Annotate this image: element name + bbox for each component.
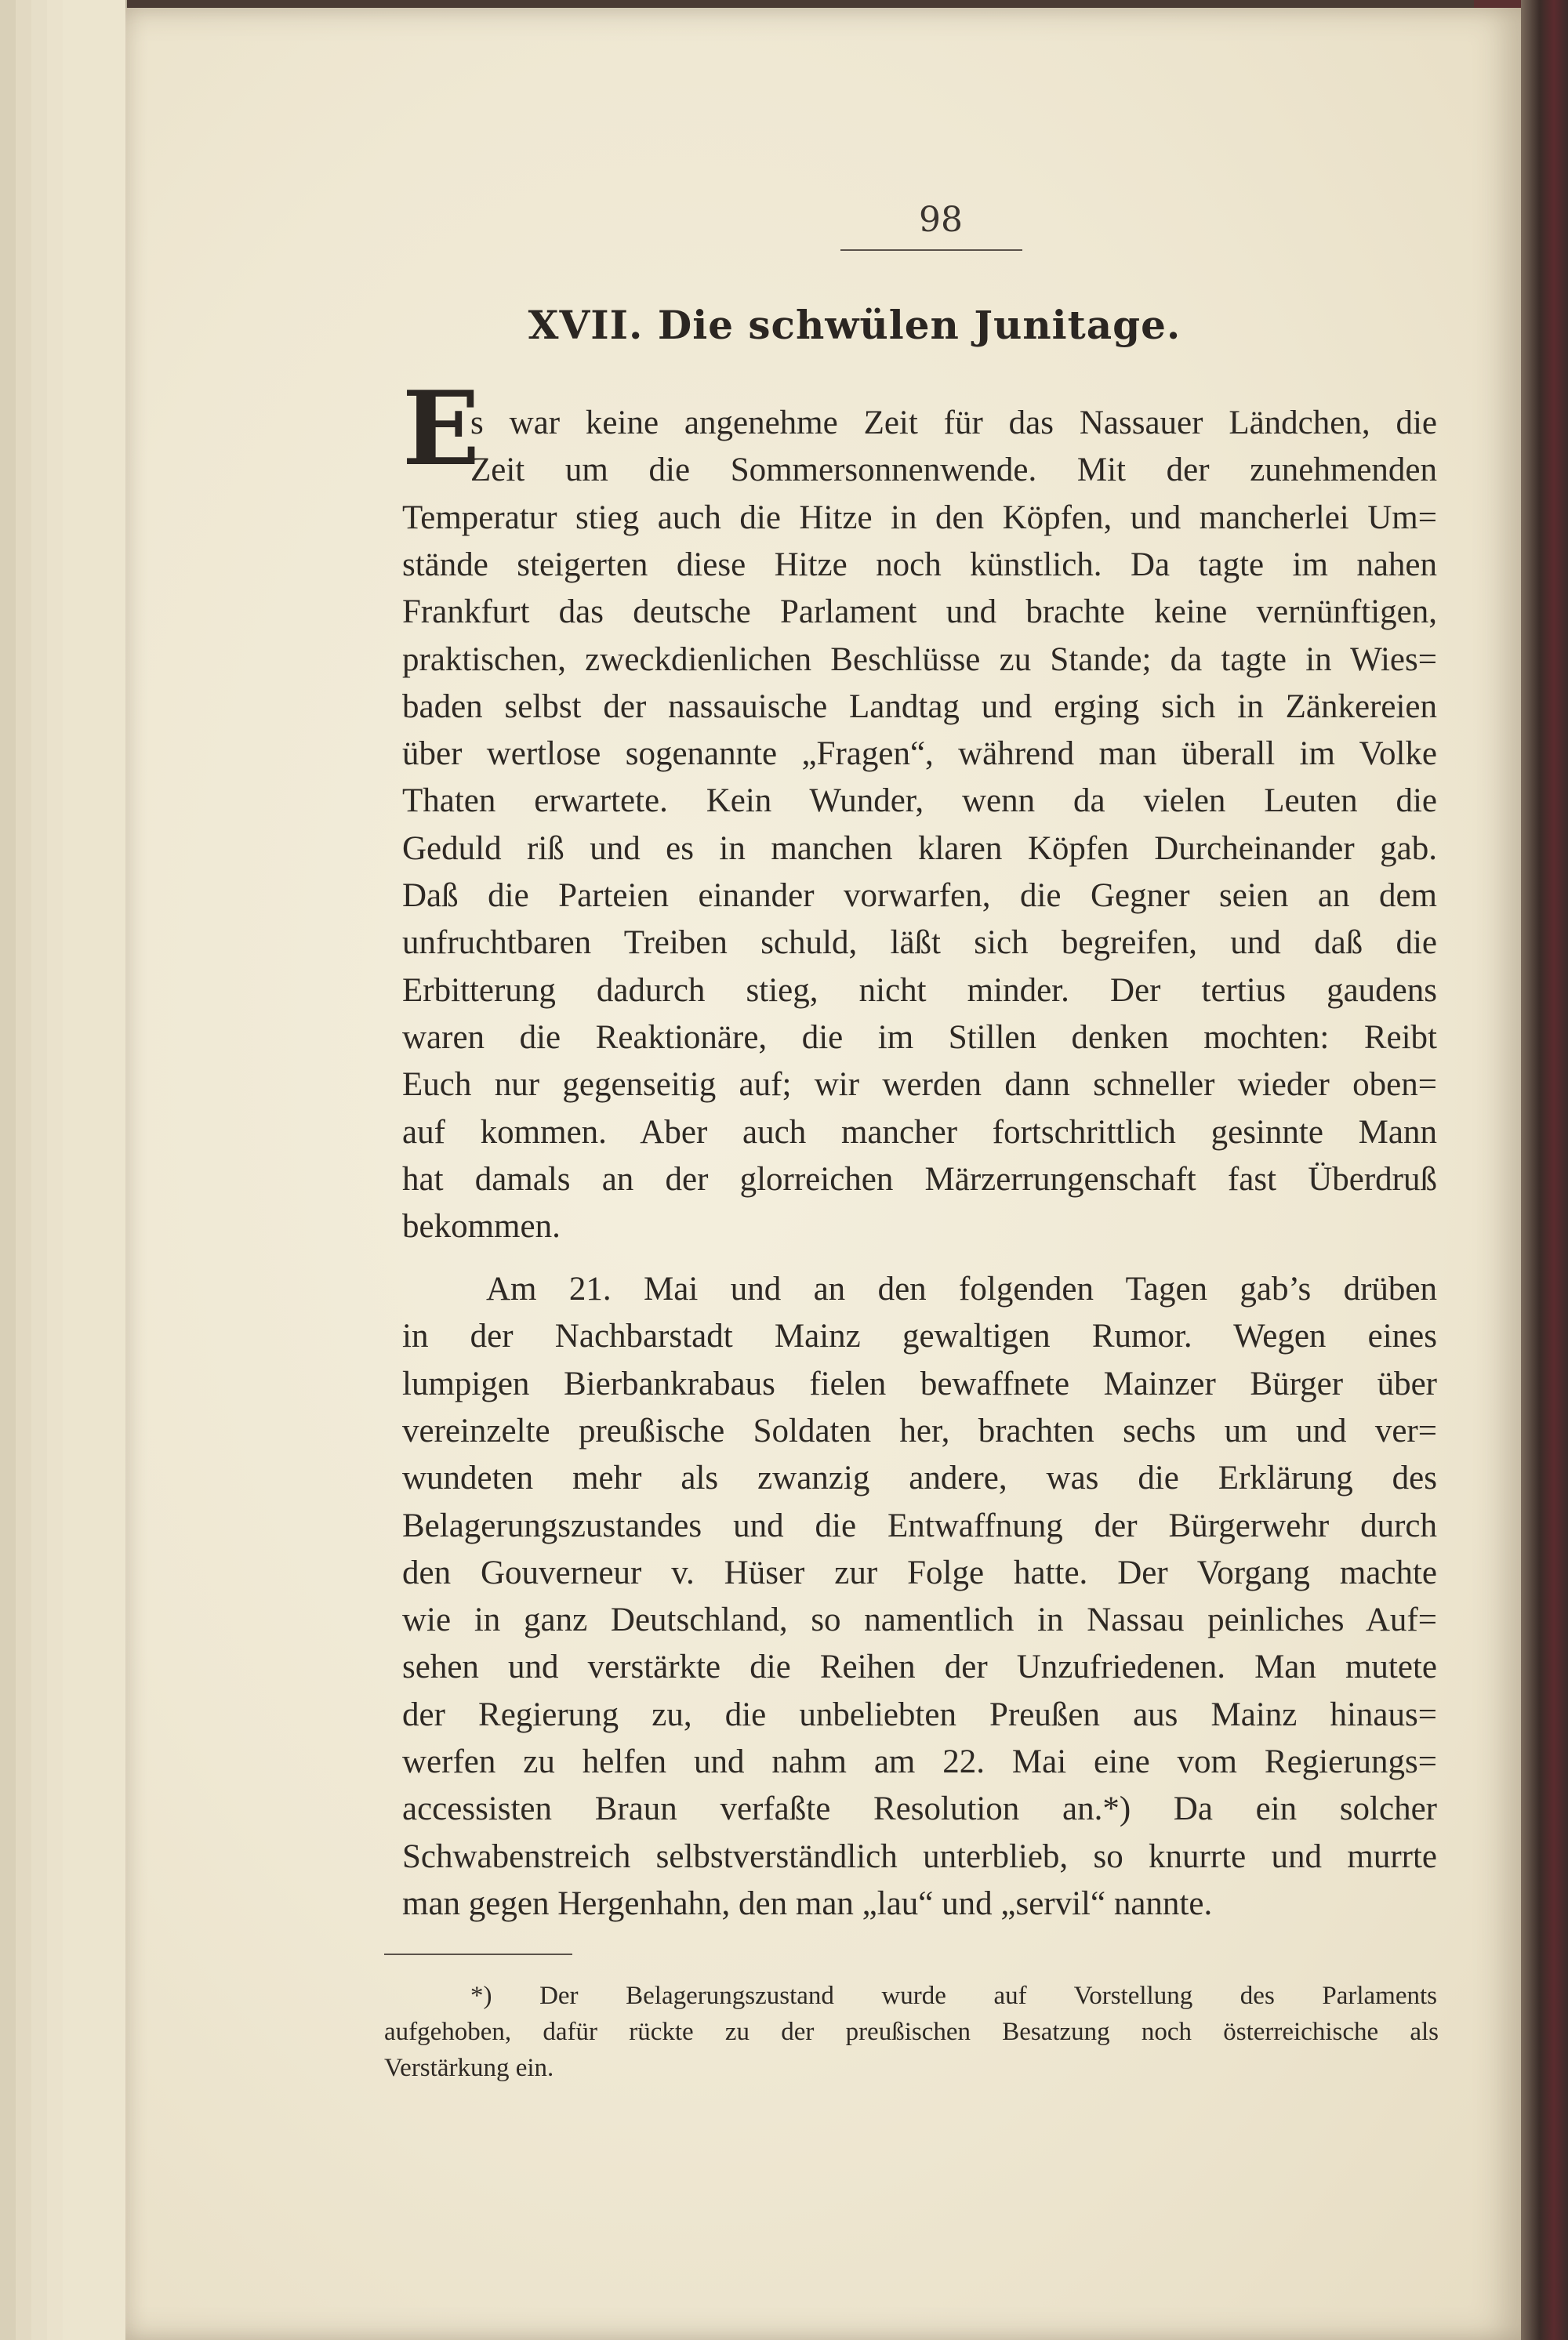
book-binding [1521, 0, 1568, 2340]
text-line: in der Nachbarstadt Mainz gewaltigen Rumor. Wegen eines [402, 1318, 1437, 1355]
text-line: sehen und verstärkte die Reihen der Unzufriedenen. Man mutete [402, 1649, 1437, 1686]
text-line: werfen zu helfen und nahm am 22. Mai eine vom Regierungs= [402, 1743, 1437, 1780]
text-line: waren die Reaktionäre, die im Stillen denken mochten: Reibt [402, 1018, 1437, 1056]
text-line: vereinzelte preußische Soldaten her, brachten sechs um und ver= [402, 1412, 1437, 1449]
text-line: Daß die Parteien einander vorwarfen, die Gegner seien an dem [402, 877, 1437, 914]
chapter-title: XVII. Die schwülen Junitage. [528, 302, 1181, 348]
text-line: bekommen. [402, 1208, 561, 1246]
drop-initial: E [401, 368, 481, 488]
text-line: lumpigen Bierbankrabaus fielen bewaffnete Mainzer Bürger über [402, 1365, 1437, 1402]
text-line: Schwabenstreich selbstverständlich unterblieb, so knurrte und murrte [402, 1838, 1437, 1875]
text-line: Erbitterung dadurch stieg, nicht minder. Der tertius gaudens [402, 971, 1437, 1009]
text-line: auf kommen. Aber auch mancher fortschrittlich gesinnte Mann [402, 1113, 1437, 1151]
text-line: Temperatur stieg auch die Hitze in den Köpfen, und mancherlei Um= [402, 499, 1437, 536]
text-line: accessisten Braun verfaßte Resolution an.*) Da ein solcher [402, 1790, 1437, 1828]
text-line: aufgehoben, dafür rückte zu der preußischen Besatzung noch österreichische als [384, 2018, 1439, 2046]
text-line: baden selbst der nassauische Landtag und erging sich in Zänkereien [402, 687, 1437, 725]
text-line: über wertlose sogenannte „Fragen“, während man überall im Volke [402, 735, 1437, 773]
footnote-rule [384, 1954, 572, 1955]
text-line: man gegen Hergenhahn, den man „lau“ und „servil“ nannte. [402, 1885, 1213, 1922]
text-line: Geduld riß und es in manchen klaren Köpfen Durcheinander gab. [402, 829, 1437, 867]
text-line: Frankfurt das deutsche Parlament und brachte keine vernünftigen, [402, 593, 1437, 631]
text-line: Thaten erwartete. Kein Wunder, wenn da vielen Leuten die [402, 782, 1437, 820]
text-line: Am 21. Mai und an den folgenden Tagen gab’s drüben [486, 1271, 1437, 1308]
text-line: *) Der Belagerungszustand wurde auf Vorstellung des Parlaments [470, 1982, 1437, 2010]
text-line: s war keine angenehme Zeit für das Nassauer Ländchen, die [470, 405, 1437, 441]
text-line: wie in ganz Deutschland, so namentlich in Nassau peinliches Auf= [402, 1602, 1437, 1639]
text-line: praktischen, zweckdienlichen Beschlüsse zu Stande; da tagte in Wies= [402, 640, 1437, 678]
page-edge [63, 0, 127, 2340]
page-number: 98 [919, 200, 963, 240]
text-line: den Gouverneur v. Hüser zur Folge hatte. Der Vorgang machte [402, 1554, 1437, 1591]
text-line: Zeit um die Sommersonnenwende. Mit der zunehmenden [470, 452, 1437, 489]
text-line: wundeten mehr als zwanzig andere, was die Erklärung des [402, 1460, 1437, 1497]
text-line: hat damals an der glorreichen Märzerrungenschaft fast Überdruß [402, 1160, 1437, 1198]
text-line: Verstärkung ein. [384, 2054, 554, 2082]
text-line: unfruchtbaren Treiben schuld, läßt sich begreifen, und daß die [402, 924, 1437, 962]
text-line: stände steigerten diese Hitze noch künstlich. Da tagte im nahen [402, 546, 1437, 583]
page-number-rule [840, 249, 1022, 251]
text-line: der Regierung zu, die unbeliebten Preußen aus Mainz hinaus= [402, 1696, 1437, 1733]
text-line: Belagerungszustandes und die Entwaffnung der Bürgerwehr durch [402, 1507, 1437, 1544]
text-line: Euch nur gegenseitig auf; wir werden dann schneller wieder oben= [402, 1066, 1437, 1104]
